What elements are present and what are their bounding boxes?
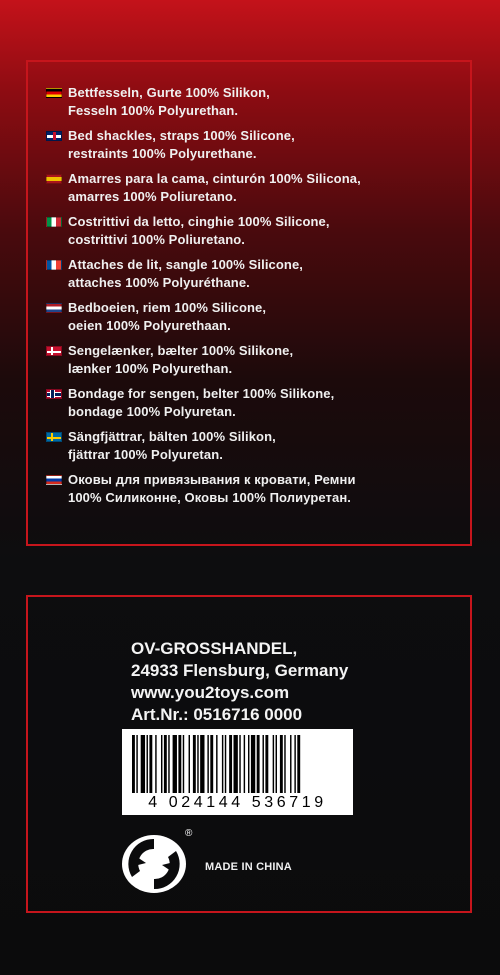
list-item <box>46 385 456 428</box>
made-in-label: MADE IN CHINA <box>205 861 292 873</box>
it-flag-icon <box>46 217 62 227</box>
material-line: amarres 100% Poliuretano. <box>68 189 237 204</box>
material-line: Sängfjättrar, bälten 100% Silikon, <box>68 429 276 444</box>
list-item <box>46 170 456 213</box>
company-name: OV-GROSSHANDEL, <box>131 639 298 658</box>
material-line: Fesseln 100% Polyurethan. <box>68 103 239 118</box>
material-line: Attaches de lit, sangle 100% Silicone, <box>68 257 303 272</box>
material-line: Bedboeien, riem 100% Silicone, <box>68 300 267 315</box>
material-line: fjättrar 100% Polyuretan. <box>68 447 223 462</box>
article-number: Art.Nr.: 0516716 0000 <box>131 705 303 724</box>
dk-flag-icon <box>46 346 62 356</box>
material-line: Sengelænker, bælter 100% Silikone, <box>68 343 294 358</box>
list-item <box>46 256 456 299</box>
gb-flag-icon <box>46 131 62 141</box>
company-city: 24933 Flensburg, Germany <box>131 661 349 680</box>
list-item <box>46 342 456 385</box>
list-item <box>46 299 456 342</box>
list-item <box>46 471 456 514</box>
se-flag-icon <box>46 432 62 442</box>
material-line: costrittivi 100% Poliuretano. <box>68 232 246 247</box>
material-line: restraints 100% Polyurethane. <box>68 146 257 161</box>
registered-mark: ® <box>185 828 193 839</box>
de-flag-icon <box>46 88 62 98</box>
material-line: Оковы для привязывания к кровати, Ремни <box>68 472 356 487</box>
material-line: Bed shackles, straps 100% Silicone, <box>68 128 295 143</box>
material-line: 100% Силиконне, Оковы 100% Полиуретан. <box>68 490 352 505</box>
material-line: Bettfesseln, Gurte 100% Silikon, <box>68 85 270 100</box>
es-flag-icon <box>46 174 62 184</box>
list-item <box>46 428 456 471</box>
fr-flag-icon <box>46 260 62 270</box>
material-line: bondage 100% Polyuretan. <box>68 404 236 419</box>
list-item <box>46 84 456 127</box>
list-item <box>46 127 456 170</box>
ru-flag-icon <box>46 475 62 485</box>
green-dot-recycle-icon <box>120 833 188 895</box>
barcode-digits: 4 024144 536719 <box>148 794 327 811</box>
material-line: oeien 100% Polyurethaan. <box>68 318 231 333</box>
website-link: www.you2toys.com <box>131 683 290 702</box>
material-line: Bondage for sengen, belter 100% Silikone, <box>68 386 335 401</box>
material-line: lænker 100% Polyurethan. <box>68 361 233 376</box>
list-item <box>46 213 456 256</box>
address-block <box>131 638 348 726</box>
no-flag-icon <box>46 389 62 399</box>
material-line: attaches 100% Polyuréthane. <box>68 275 250 290</box>
material-line: Amarres para la cama, cinturón 100% Silicona, <box>68 171 361 186</box>
materials-list <box>46 84 456 514</box>
nl-flag-icon <box>46 303 62 313</box>
barcode <box>122 729 353 815</box>
material-line: Costrittivi da letto, cinghie 100% Silicone, <box>68 214 330 229</box>
